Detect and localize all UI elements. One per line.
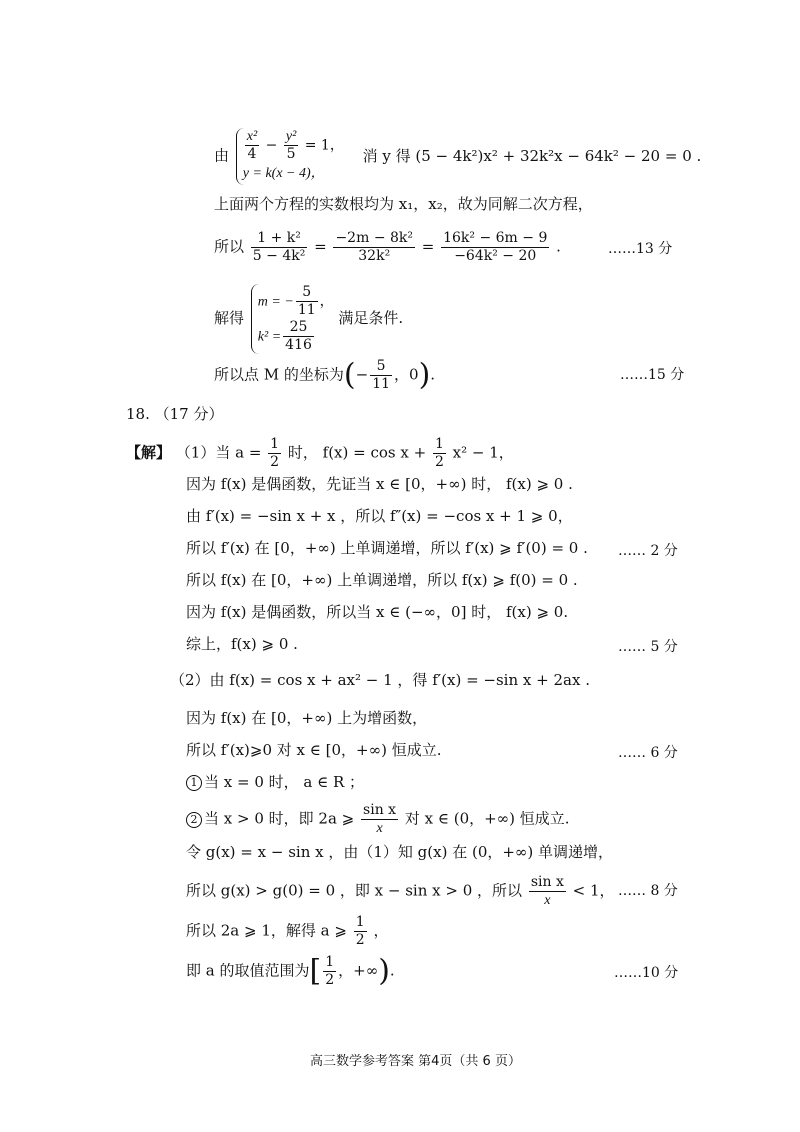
score-5: …… 5 分 [618,639,678,655]
fraction: $\frac{\text{−2m − 8k²}}{\text{32k²}}$ [335,230,413,264]
nonnegative-text: 所以 f′(x)⩾0 对 x ∈ [0，+∞) 恒成立. [186,741,442,759]
monotone-derivative-text: 所以 f′(x) 在 [0，+∞) 上单调递增，所以 f′(x) ⩾ f′(0) = 0 . [186,539,588,557]
page-footer: 高三数学参考答案 第4页（共 6 页） [310,1054,521,1069]
score-8: …… 8 分 [618,883,678,899]
circled-number-1: 1 [186,775,202,791]
eliminate-text: 消 y 得 (5 − 4k²)x² + 32k²x − 64k² − 20 = 0 . [362,146,702,165]
fraction: $\frac{\text{y²}}{5}$ [285,129,297,162]
score-13: ……13 分 [608,241,673,257]
system-row-2: y = k(x − 4)， [242,166,325,181]
coordinate-line: 所以点 M 的坐标为(− $\frac{5}{11}$ ，0). [214,357,436,393]
ratio-equation: 所以 $\frac{\text{1 + k²}}{\text{5 − 4k²}}$ = $\frac{\text{−2m − 8k²}}{\text{32k²}}$ = $\frac{\text{16k² − 6m − 9}}{\text{−64k² − 20}}$ . [214,230,561,264]
solution-part1-line: 【解】 （1）当 a = $\frac{1}{2}$ 时， f(x) = cos x + $\frac{1}{2}$ x² − 1， [126,436,514,470]
fraction: $\frac{\text{1 + k²}}{\text{5 − 4k²}}$ [252,230,306,264]
solve-a-line: 所以 2a ⩾ 1，解得 a ⩾ $\frac{1}{2}$ ， [186,914,389,948]
fraction: $\frac{\text{x²}}{4}$ [246,129,258,162]
fraction: $\frac{\text{16k² − 6m − 9}}{\text{−64k² − 20}}$ [443,230,548,264]
define-g-text: 令 g(x) = x − sin x ，由（1）知 g(x) 在 (0，+∞) 单调递增， [186,843,614,861]
even-negative-text: 因为 f(x) 是偶函数，所以当 x ∈ (−∞，0] 时， f(x) ⩾ 0. [186,603,569,621]
range-line: 即 a 的取值范围为[ $\frac{1}{2}$ ，+∞). [186,953,395,989]
conclusion-text: 综上，f(x) ⩾ 0 . [186,635,298,653]
even-function-text: 因为 f(x) 是偶函数，先证当 x ∈ [0，+∞) 时， f(x) ⩾ 0 . [186,475,573,493]
equation-system: $\frac{\text{x²}}{4}$ − $\frac{\text{y²}}{5}$ = 1， y = k(x − 4)， [236,128,344,185]
solution-system: m = − $\frac{5}{11}$ ， k² = $\frac{25}{416}$ [251,284,334,354]
text-prefix: 由 [214,146,230,165]
g-positive-line: 所以 g(x) > g(0) = 0 ，即 x − sin x > 0 ，所以 $\frac{\text{sin x}}{x}$ < 1， [186,874,615,908]
derivative-text: 由 f′(x) = −sin x + x ，所以 f″(x) = −cos x + 1 ⩾ 0， [186,507,573,525]
solution-system-line: 解得 m = − $\frac{5}{11}$ ， k² = $\frac{25}{416}$ 满足条件. [214,284,404,353]
condition-text: 满足条件. [338,309,404,327]
score-2: …… 2 分 [618,543,678,559]
case2-line: 2 当 x > 0 时，即 2a ⩾ $\frac{\text{sin x}}{x}$ 对 x ∈ (0，+∞) 恒成立. [186,802,570,837]
score-6: …… 6 分 [618,745,678,761]
equation-system-line [214,128,701,185]
score-10: ……10 分 [614,965,679,981]
score-15: ……15 分 [620,367,685,383]
question-18-title: 18. （17 分） [126,405,224,423]
case1-line: 1 当 x = 0 时， a ∈ R ； [186,772,364,792]
increasing-text: 因为 f(x) 在 [0，+∞) 上为增函数， [186,709,428,727]
same-roots-text: 上面两个方程的实数根均为 x₁，x₂，故为同解二次方程， [214,195,593,213]
monotone-function-text: 所以 f(x) 在 [0，+∞) 上单调递增，所以 f(x) ⩾ f(0) = 0 . [186,571,578,589]
circled-number-2: 2 [186,812,202,828]
solution-tag: 【解】 [126,443,172,462]
part2-text: （2）由 f(x) = cos x + ax² − 1 ，得 f′(x) = −sin x + 2ax . [170,671,590,689]
